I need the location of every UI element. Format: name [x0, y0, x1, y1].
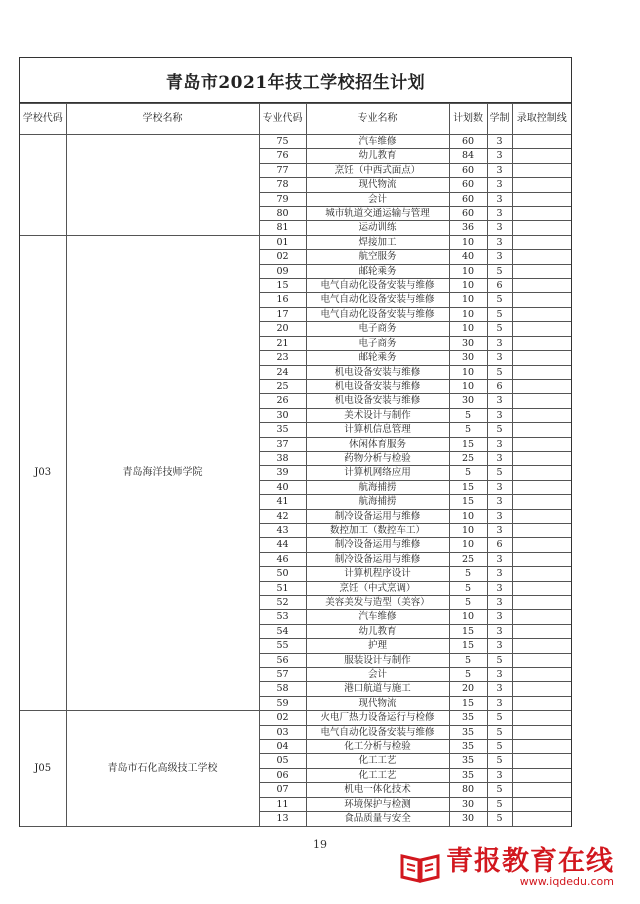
major-name-cell: 幼儿教育	[306, 149, 449, 163]
plan-count-cell: 30	[449, 394, 487, 408]
duration-cell: 3	[487, 610, 512, 624]
duration-cell: 3	[487, 221, 512, 235]
plan-count-cell: 30	[449, 351, 487, 365]
duration-cell: 3	[487, 178, 512, 192]
plan-count-cell: 10	[449, 264, 487, 278]
score-line-cell	[512, 552, 571, 566]
major-name-cell: 邮轮乘务	[306, 264, 449, 278]
major-code-cell: 25	[259, 379, 306, 393]
score-line-cell	[512, 596, 571, 610]
major-name-cell: 港口航道与施工	[306, 682, 449, 696]
score-line-cell	[512, 466, 571, 480]
plan-count-cell: 10	[449, 523, 487, 537]
plan-count-cell: 15	[449, 639, 487, 653]
duration-cell: 5	[487, 653, 512, 667]
plan-count-cell: 5	[449, 466, 487, 480]
major-name-cell: 焊接加工	[306, 235, 449, 249]
plan-count-cell: 15	[449, 437, 487, 451]
major-code-cell: 39	[259, 466, 306, 480]
table-row	[20, 235, 571, 249]
score-line-cell	[512, 581, 571, 595]
school-code-cell: J05	[20, 711, 66, 826]
major-name-cell: 航海捕捞	[306, 480, 449, 494]
major-name-cell: 幼儿教育	[306, 624, 449, 638]
major-name-cell: 化工工艺	[306, 754, 449, 768]
major-code-cell: 38	[259, 451, 306, 465]
score-line-cell	[512, 351, 571, 365]
score-line-cell	[512, 451, 571, 465]
school-name-cell: 青岛海洋技师学院	[66, 235, 259, 710]
header-major-name: 专业名称	[306, 104, 449, 135]
major-code-cell: 46	[259, 552, 306, 566]
major-code-cell: 80	[259, 207, 306, 221]
major-code-cell: 23	[259, 351, 306, 365]
major-name-cell: 城市轨道交通运输与管理	[306, 207, 449, 221]
duration-cell: 3	[487, 523, 512, 537]
major-code-cell: 81	[259, 221, 306, 235]
duration-cell: 3	[487, 235, 512, 249]
plan-count-cell: 10	[449, 279, 487, 293]
major-code-cell: 58	[259, 682, 306, 696]
header-school-name: 学校名称	[66, 104, 259, 135]
score-line-cell	[512, 437, 571, 451]
score-line-cell	[512, 221, 571, 235]
score-line-cell	[512, 207, 571, 221]
header-score-line: 录取控制线	[512, 104, 571, 135]
school-code-cell	[20, 135, 66, 236]
major-code-cell: 52	[259, 596, 306, 610]
duration-cell: 3	[487, 192, 512, 206]
major-code-cell: 01	[259, 235, 306, 249]
major-code-cell: 06	[259, 768, 306, 782]
duration-cell: 5	[487, 797, 512, 811]
major-name-cell: 邮轮乘务	[306, 351, 449, 365]
school-name-cell	[66, 135, 259, 236]
score-line-cell	[512, 624, 571, 638]
score-line-cell	[512, 379, 571, 393]
major-name-cell: 汽车维修	[306, 135, 449, 149]
plan-count-cell: 5	[449, 567, 487, 581]
score-line-cell	[512, 725, 571, 739]
major-name-cell: 机电设备安装与维修	[306, 379, 449, 393]
major-code-cell: 78	[259, 178, 306, 192]
duration-cell: 3	[487, 408, 512, 422]
score-line-cell	[512, 610, 571, 624]
duration-cell: 6	[487, 379, 512, 393]
duration-cell: 5	[487, 466, 512, 480]
duration-cell: 3	[487, 351, 512, 365]
duration-cell: 3	[487, 437, 512, 451]
score-line-cell	[512, 250, 571, 264]
plan-count-cell: 80	[449, 783, 487, 797]
plan-count-cell: 35	[449, 754, 487, 768]
plan-count-cell: 35	[449, 725, 487, 739]
major-code-cell: 13	[259, 812, 306, 826]
score-line-cell	[512, 812, 571, 826]
plan-count-cell: 30	[449, 812, 487, 826]
plan-count-cell: 5	[449, 423, 487, 437]
plan-count-cell: 40	[449, 250, 487, 264]
duration-cell: 3	[487, 668, 512, 682]
duration-cell: 5	[487, 725, 512, 739]
plan-count-cell: 10	[449, 538, 487, 552]
plan-count-cell: 10	[449, 322, 487, 336]
open-book-logo-icon	[400, 850, 440, 884]
major-code-cell: 77	[259, 163, 306, 177]
major-name-cell: 计算机信息管理	[306, 423, 449, 437]
plan-count-cell: 36	[449, 221, 487, 235]
table-row	[20, 135, 571, 149]
score-line-cell	[512, 149, 571, 163]
major-name-cell: 美术设计与制作	[306, 408, 449, 422]
header-duration: 学制	[487, 104, 512, 135]
major-name-cell: 航海捕捞	[306, 495, 449, 509]
score-line-cell	[512, 279, 571, 293]
score-line-cell	[512, 336, 571, 350]
duration-cell: 3	[487, 596, 512, 610]
major-name-cell: 电气自动化设备安装与维修	[306, 725, 449, 739]
duration-cell: 3	[487, 163, 512, 177]
major-name-cell: 烹饪（中西式面点）	[306, 163, 449, 177]
major-name-cell: 制冷设备运用与维修	[306, 552, 449, 566]
major-name-cell: 护理	[306, 639, 449, 653]
major-code-cell: 40	[259, 480, 306, 494]
duration-cell: 3	[487, 624, 512, 638]
score-line-cell	[512, 538, 571, 552]
major-code-cell: 16	[259, 293, 306, 307]
plan-count-cell: 5	[449, 408, 487, 422]
score-line-cell	[512, 754, 571, 768]
plan-count-cell: 10	[449, 307, 487, 321]
major-name-cell: 药物分析与检验	[306, 451, 449, 465]
duration-cell: 5	[487, 740, 512, 754]
major-code-cell: 11	[259, 797, 306, 811]
score-line-cell	[512, 423, 571, 437]
duration-cell: 6	[487, 538, 512, 552]
score-line-cell	[512, 163, 571, 177]
major-name-cell: 服装设计与制作	[306, 653, 449, 667]
plan-count-cell: 60	[449, 135, 487, 149]
plan-count-cell: 60	[449, 178, 487, 192]
major-name-cell: 美容美发与造型（美容）	[306, 596, 449, 610]
major-name-cell: 现代物流	[306, 178, 449, 192]
plan-count-cell: 10	[449, 293, 487, 307]
major-code-cell: 75	[259, 135, 306, 149]
major-name-cell: 环境保护与检测	[306, 797, 449, 811]
major-code-cell: 44	[259, 538, 306, 552]
major-name-cell: 计算机程序设计	[306, 567, 449, 581]
major-code-cell: 03	[259, 725, 306, 739]
major-name-cell: 电气自动化设备安装与维修	[306, 279, 449, 293]
plan-count-cell: 15	[449, 624, 487, 638]
duration-cell: 3	[487, 480, 512, 494]
major-name-cell: 电子商务	[306, 322, 449, 336]
major-name-cell: 食品质量与安全	[306, 812, 449, 826]
major-code-cell: 30	[259, 408, 306, 422]
score-line-cell	[512, 135, 571, 149]
duration-cell: 3	[487, 250, 512, 264]
major-code-cell: 02	[259, 250, 306, 264]
plan-count-cell: 5	[449, 581, 487, 595]
duration-cell: 5	[487, 307, 512, 321]
major-code-cell: 20	[259, 322, 306, 336]
major-name-cell: 机电设备安装与维修	[306, 394, 449, 408]
duration-cell: 3	[487, 509, 512, 523]
major-code-cell: 02	[259, 711, 306, 725]
duration-cell: 3	[487, 639, 512, 653]
score-line-cell	[512, 523, 571, 537]
header-school-code: 学校代码	[20, 104, 66, 135]
duration-cell: 5	[487, 423, 512, 437]
enrollment-plan-table	[20, 103, 571, 827]
plan-count-cell: 30	[449, 797, 487, 811]
major-name-cell: 火电厂热力设备运行与检修	[306, 711, 449, 725]
plan-count-cell: 10	[449, 610, 487, 624]
major-name-cell: 会计	[306, 192, 449, 206]
major-code-cell: 56	[259, 653, 306, 667]
score-line-cell	[512, 653, 571, 667]
major-name-cell: 休闲体育服务	[306, 437, 449, 451]
table-header-row	[20, 104, 571, 135]
duration-cell: 3	[487, 135, 512, 149]
major-code-cell: 07	[259, 783, 306, 797]
score-line-cell	[512, 567, 571, 581]
duration-cell: 5	[487, 293, 512, 307]
major-name-cell: 现代物流	[306, 696, 449, 710]
table-body	[20, 135, 571, 827]
plan-count-cell: 84	[449, 149, 487, 163]
major-name-cell: 运动训练	[306, 221, 449, 235]
header-major-code: 专业代码	[259, 104, 306, 135]
major-code-cell: 24	[259, 365, 306, 379]
score-line-cell	[512, 783, 571, 797]
plan-count-cell: 15	[449, 495, 487, 509]
major-code-cell: 04	[259, 740, 306, 754]
major-name-cell: 电气自动化设备安装与维修	[306, 293, 449, 307]
watermark-text: 青报教育在线	[446, 845, 614, 877]
major-name-cell: 会计	[306, 668, 449, 682]
major-code-cell: 51	[259, 581, 306, 595]
plan-count-cell: 15	[449, 480, 487, 494]
plan-count-cell: 10	[449, 379, 487, 393]
duration-cell: 3	[487, 207, 512, 221]
plan-count-cell: 5	[449, 653, 487, 667]
table-row	[20, 711, 571, 725]
major-name-cell: 化工工艺	[306, 768, 449, 782]
major-code-cell: 54	[259, 624, 306, 638]
score-line-cell	[512, 408, 571, 422]
score-line-cell	[512, 192, 571, 206]
header-plan-count: 计划数	[449, 104, 487, 135]
major-name-cell: 数控加工（数控车工）	[306, 523, 449, 537]
plan-count-cell: 30	[449, 336, 487, 350]
score-line-cell	[512, 740, 571, 754]
school-name-cell: 青岛市石化高级技工学校	[66, 711, 259, 826]
plan-count-cell: 10	[449, 235, 487, 249]
score-line-cell	[512, 639, 571, 653]
major-code-cell: 43	[259, 523, 306, 537]
duration-cell: 5	[487, 264, 512, 278]
score-line-cell	[512, 711, 571, 725]
score-line-cell	[512, 394, 571, 408]
major-code-cell: 17	[259, 307, 306, 321]
major-name-cell: 电子商务	[306, 336, 449, 350]
school-code-cell: J03	[20, 235, 66, 710]
duration-cell: 3	[487, 451, 512, 465]
major-code-cell: 05	[259, 754, 306, 768]
major-code-cell: 21	[259, 336, 306, 350]
plan-count-cell: 35	[449, 740, 487, 754]
score-line-cell	[512, 696, 571, 710]
plan-count-cell: 10	[449, 509, 487, 523]
duration-cell: 3	[487, 394, 512, 408]
major-code-cell: 42	[259, 509, 306, 523]
duration-cell: 3	[487, 581, 512, 595]
watermark	[400, 847, 614, 887]
watermark-url: www.iqdedu.com	[519, 874, 614, 888]
major-code-cell: 57	[259, 668, 306, 682]
major-name-cell: 机电一体化技术	[306, 783, 449, 797]
major-name-cell: 航空服务	[306, 250, 449, 264]
plan-count-cell: 20	[449, 682, 487, 696]
page-number: 19	[313, 838, 327, 851]
plan-table-sheet	[19, 57, 572, 827]
major-name-cell: 计算机网络应用	[306, 466, 449, 480]
major-code-cell: 41	[259, 495, 306, 509]
score-line-cell	[512, 509, 571, 523]
plan-count-cell: 25	[449, 451, 487, 465]
score-line-cell	[512, 668, 571, 682]
major-code-cell: 35	[259, 423, 306, 437]
duration-cell: 5	[487, 711, 512, 725]
major-code-cell: 59	[259, 696, 306, 710]
plan-count-cell: 15	[449, 696, 487, 710]
major-name-cell: 汽车维修	[306, 610, 449, 624]
score-line-cell	[512, 365, 571, 379]
major-name-cell: 机电设备安装与维修	[306, 365, 449, 379]
page-title: 青岛市2021年技工学校招生计划	[20, 58, 571, 103]
score-line-cell	[512, 178, 571, 192]
score-line-cell	[512, 797, 571, 811]
duration-cell: 3	[487, 336, 512, 350]
duration-cell: 3	[487, 552, 512, 566]
score-line-cell	[512, 480, 571, 494]
score-line-cell	[512, 682, 571, 696]
score-line-cell	[512, 307, 571, 321]
score-line-cell	[512, 293, 571, 307]
major-code-cell: 09	[259, 264, 306, 278]
plan-count-cell: 35	[449, 711, 487, 725]
duration-cell: 3	[487, 567, 512, 581]
major-code-cell: 76	[259, 149, 306, 163]
score-line-cell	[512, 495, 571, 509]
plan-count-cell: 60	[449, 192, 487, 206]
duration-cell: 5	[487, 365, 512, 379]
major-name-cell: 电气自动化设备安装与维修	[306, 307, 449, 321]
major-name-cell: 制冷设备运用与维修	[306, 538, 449, 552]
duration-cell: 3	[487, 768, 512, 782]
duration-cell: 6	[487, 279, 512, 293]
duration-cell: 3	[487, 696, 512, 710]
plan-count-cell: 35	[449, 768, 487, 782]
major-code-cell: 26	[259, 394, 306, 408]
major-code-cell: 50	[259, 567, 306, 581]
major-name-cell: 烹饪（中式烹调）	[306, 581, 449, 595]
score-line-cell	[512, 322, 571, 336]
duration-cell: 3	[487, 495, 512, 509]
major-code-cell: 79	[259, 192, 306, 206]
duration-cell: 3	[487, 149, 512, 163]
duration-cell: 5	[487, 783, 512, 797]
plan-count-cell: 25	[449, 552, 487, 566]
score-line-cell	[512, 235, 571, 249]
score-line-cell	[512, 768, 571, 782]
plan-count-cell: 10	[449, 365, 487, 379]
major-name-cell: 化工分析与检验	[306, 740, 449, 754]
plan-count-cell: 60	[449, 163, 487, 177]
major-code-cell: 15	[259, 279, 306, 293]
plan-count-cell: 5	[449, 668, 487, 682]
duration-cell: 5	[487, 812, 512, 826]
plan-count-cell: 60	[449, 207, 487, 221]
plan-count-cell: 5	[449, 596, 487, 610]
major-code-cell: 55	[259, 639, 306, 653]
duration-cell: 3	[487, 682, 512, 696]
score-line-cell	[512, 264, 571, 278]
major-name-cell: 制冷设备运用与维修	[306, 509, 449, 523]
major-code-cell: 37	[259, 437, 306, 451]
duration-cell: 5	[487, 322, 512, 336]
major-code-cell: 53	[259, 610, 306, 624]
duration-cell: 5	[487, 754, 512, 768]
